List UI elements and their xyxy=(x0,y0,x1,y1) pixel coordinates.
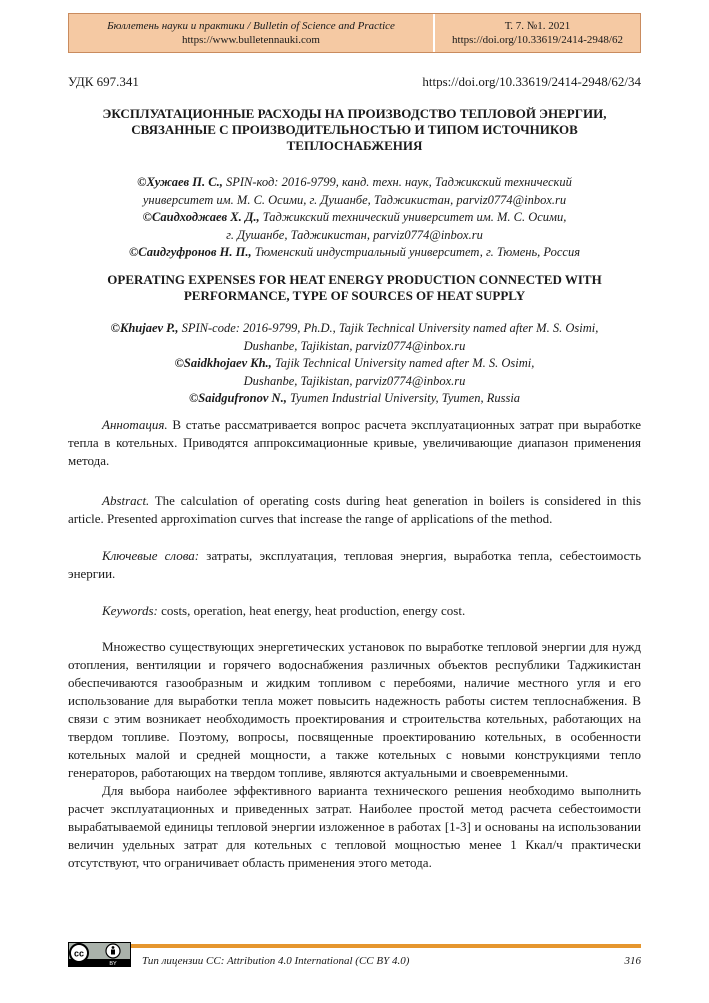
author-ru-2-name: ©Саидходжаев Х. Д., xyxy=(142,210,260,224)
journal-name: Бюллетень науки и практики / Bulletin of Science and Practice xyxy=(107,20,395,32)
cc-badge-label: cc xyxy=(73,948,85,959)
title-en: OPERATING EXPENSES FOR HEAT ENERGY PRODUCTION CONNECTED WITH PERFORMANCE, TYPE OF SOURCES OF HEAT SUPPLY xyxy=(107,272,602,303)
body-paragraph-2: Для выбора наиболее эффективного варианта технического решения необходимо выполнить расчет эксплуатационных и приведенных затрат. Наиболее простой метод расчета себестоимости вырабатываемой единицы тепловой энергии изложенное в работах [1-3] и основаны на использовании величин удельных затрат для котельных с тепловой мощностью менее 1 Ккал/ч практически отсутствуют, что ограничивает область применения этого метода. xyxy=(68,783,641,870)
article-meta xyxy=(68,74,641,90)
author-en-2-affil-cont: Dushanbe, Tajikistan, parviz0774@inbox.ru xyxy=(243,373,466,388)
journal-header xyxy=(68,13,641,53)
author-ru-1-affil-cont: университет им. М. С. Осими, г. Душанбе, Таджикистан, parviz0774@inbox.ru xyxy=(142,192,567,207)
cc-by-license-icon[interactable] xyxy=(68,942,131,967)
keywords-en-text: costs, operation, heat energy, heat production, energy cost. xyxy=(157,603,466,618)
footer-rule xyxy=(68,944,641,948)
author-ru-2-affil-cont: г. Душанбе, Таджикистан, parviz0774@inbox.ru xyxy=(226,227,483,242)
author-ru-3-affil: Тюменский индустриальный университет, г. Тюмень, Россия xyxy=(251,245,581,259)
authors-ru xyxy=(68,174,641,262)
author-en-3 xyxy=(68,390,641,408)
abstract-ru xyxy=(68,416,641,470)
page-number: 316 xyxy=(624,955,641,967)
abstract-ru-text: В статье рассматривается вопрос расчета эксплуатационных затрат при выработке тепла в котельных. Приводятся аппроксимационные кривые, увеличивающие диапазон применения метода. xyxy=(68,417,641,468)
keywords-ru xyxy=(68,547,641,583)
journal-doi-link[interactable]: https://doi.org/10.33619/2414-2948/62 xyxy=(452,34,623,46)
author-en-2-affil: Tajik Technical University named after M. S. Osimi, xyxy=(271,356,535,370)
by-badge-label: BY xyxy=(109,961,117,967)
udc-code: УДК 697.341 xyxy=(68,74,139,89)
journal-header-right xyxy=(435,14,640,52)
journal-site-link[interactable]: https://www.bulletennauki.com xyxy=(182,34,320,46)
license-text: Тип лицензии CC: Attribution 4.0 International (CC BY 4.0) xyxy=(142,955,410,967)
abstract-en xyxy=(68,492,641,528)
abstract-en-label: Abstract. xyxy=(102,493,150,508)
body-paragraph-1: Множество существующих энергетических установок по выработке тепловой энергии для нужд отопления, вентиляции и горячего водоснабжения различных объектов республики Таджикистан обеспечиваются газообразным и жидким топливом с перебоями, наличие местного угля и его использование для выработки тепла может повысить надежность работы систем теплоснабжения. В связи с этим возникает необходимость проектирования и строительства котельных, работающих на твердом топливе. Поэтому, вопросы, посвященные проектированию котельных, в особенности котельных малой и средней мощности, а также котельных с новыми конструкциями тепло генераторов, работающих на твердом топливе, являются актуальными и своевременными. xyxy=(68,639,641,780)
author-en-1-name: ©Khujaev P., xyxy=(110,321,179,335)
author-en-3-affil: Tyumen Industrial University, Tyumen, Russia xyxy=(286,391,521,405)
keywords-en xyxy=(68,602,641,620)
keywords-en-label: Keywords: xyxy=(102,603,158,618)
author-ru-2 xyxy=(68,209,641,227)
title-ru: ЭКСПЛУАТАЦИОННЫЕ РАСХОДЫ НА ПРОИЗВОДСТВО ТЕПЛОВОЙ ЭНЕРГИИ, СВЯЗАННЫЕ С ПРОИЗВОДИТЕЛЬНОСТЬЮ И ТИПОМ ИСТОЧНИКОВ ТЕПЛОСНАБЖЕНИЯ xyxy=(102,106,607,153)
author-en-3-name: ©Saidgufronov N., xyxy=(188,391,287,405)
keywords-ru-label: Ключевые слова: xyxy=(102,548,200,563)
journal-volume: Т. 7. №1. 2021 xyxy=(504,20,571,32)
author-en-2-name: ©Saidkhojaev Kh., xyxy=(174,356,272,370)
author-ru-2-affil: Таджикский технический университет им. М. С. Осими, xyxy=(259,210,567,224)
keywords-ru-text: затраты, эксплуатация, тепловая энергия, выработка тепла, себестоимость энергии. xyxy=(68,548,641,581)
article-body xyxy=(68,638,641,872)
author-ru-3-name: ©Саидгуфронов Н. П., xyxy=(128,245,252,259)
authors-en xyxy=(68,320,641,408)
author-en-2 xyxy=(68,355,641,373)
journal-header-left xyxy=(69,14,435,52)
author-ru-1-name: ©Хужаев П. С., xyxy=(137,175,223,189)
author-ru-1-affil: SPIN-код: 2016-9799, канд. техн. наук, Таджикский технический xyxy=(222,175,572,189)
author-en-1-affil-cont: Dushanbe, Tajikistan, parviz0774@inbox.ru xyxy=(243,338,466,353)
author-ru-1 xyxy=(68,174,641,192)
abstract-ru-label: Аннотация. xyxy=(102,417,168,432)
abstract-en-text: The calculation of operating costs during heat generation in boilers is considered in this article. Presented approximation curves that increase the range of applications of the method. xyxy=(68,493,641,526)
author-en-1 xyxy=(68,320,641,338)
article-doi-link[interactable]: https://doi.org/10.33619/2414-2948/62/34 xyxy=(422,74,641,89)
author-en-1-affil: SPIN-code: 2016-9799, Ph.D., Tajik Technical University named after M. S. Osimi, xyxy=(178,321,599,335)
author-ru-3 xyxy=(68,244,641,262)
